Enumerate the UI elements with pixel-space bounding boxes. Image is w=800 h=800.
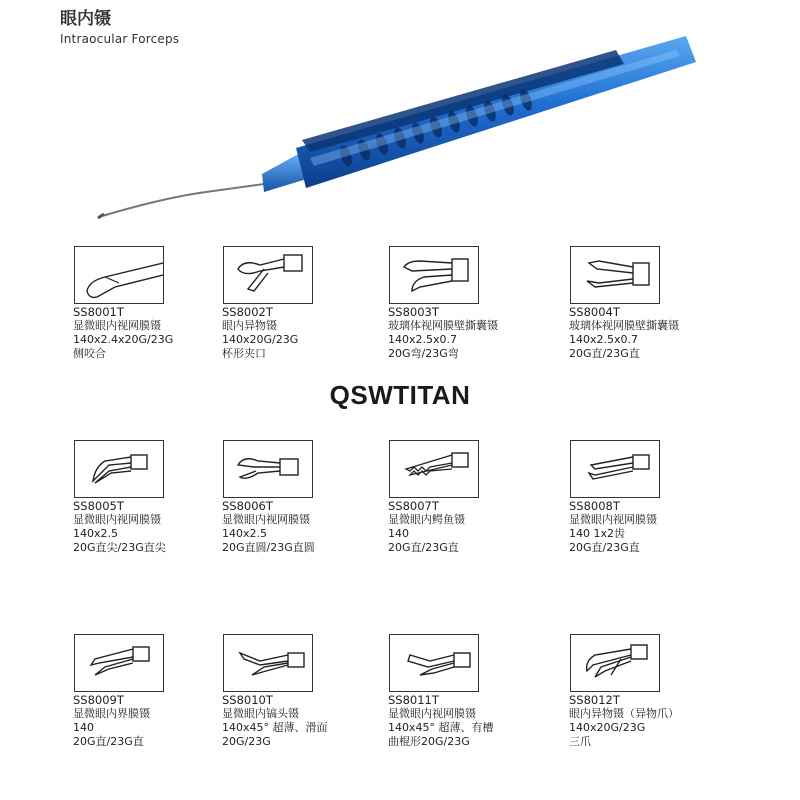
product-note: 杯形夹口 [222,347,266,360]
product-note: 三爪 [569,735,591,748]
product-name: 显微眼内视网膜镊 [222,513,310,526]
straight-capsule-tip-icon [571,247,659,303]
product-note: 20G直/23G直 [388,541,459,554]
pick-tip-icon [224,635,312,691]
toothed-tip-icon [571,441,659,497]
product-card [222,634,382,749]
product-thumbnail [223,246,313,304]
product-spec: 140x2.5x0.7 [569,333,639,346]
product-thumbnail [74,440,164,498]
product-spec: 140 1x2齿 [569,527,625,540]
product-code: SS8002T [222,305,273,319]
product-name: 玻璃体视网膜壁撕囊镊 [388,319,498,332]
product-name: 显微眼内视网膜镊 [73,513,161,526]
alligator-tip-icon [390,441,478,497]
product-thumbnail [223,440,313,498]
product-card [569,634,729,749]
product-note: 20G/23G [222,735,271,748]
product-thumbnail [74,634,164,692]
product-card [569,440,729,555]
product-card [222,246,382,361]
brand-name: QSWTITAN [329,380,471,410]
product-spec: 140x2.5x0.7 [388,333,458,346]
product-spec: 140 [73,721,94,734]
membrane-tip-icon [75,635,163,691]
product-note: 20G直/23G直 [569,347,640,360]
product-name: 玻璃体视网膜壁撕囊镊 [569,319,679,332]
product-name: 显微眼内视网膜镊 [388,707,476,720]
product-note: 20G弯/23G弯 [388,347,459,360]
product-code: SS8007T [388,499,439,513]
product-code: SS8005T [73,499,124,513]
product-thumbnail [223,634,313,692]
three-claw-tip-icon [571,635,659,691]
product-name: 眼内异物镊（异物爪） [569,707,679,720]
product-card [569,246,729,361]
product-thumbnail [570,440,660,498]
side-bite-tip-icon [75,247,163,303]
product-code: SS8012T [569,693,620,707]
product-card [73,440,233,555]
product-note: 曲棍形20G/23G [388,735,470,748]
product-thumbnail [389,634,479,692]
product-spec: 140x20G/23G [222,333,299,346]
product-note: 20G直/23G直 [73,735,144,748]
product-card [73,634,233,749]
round-tip-icon [224,441,312,497]
product-code: SS8003T [388,305,439,319]
product-name: 眼内异物镊 [222,319,277,332]
product-spec: 140x2.5 [73,527,118,540]
product-spec: 140x2.5 [222,527,267,540]
pointed-tip-icon [75,441,163,497]
product-spec: 140x45° 超薄、滑面 [222,721,328,734]
page-title-cn: 眼内镊 [60,9,111,29]
product-thumbnail [389,246,479,304]
product-name: 显微眼内鳄鱼镊 [388,513,465,526]
product-code: SS8011T [388,693,439,707]
product-note: 20G直圆/23G直圆 [222,541,315,554]
curved-capsule-tip-icon [390,247,478,303]
cup-jaw-tip-icon [224,247,312,303]
product-card [388,246,548,361]
product-thumbnail [74,246,164,304]
product-card [73,246,233,361]
product-name: 显微眼内界膜镊 [73,707,150,720]
product-spec: 140x45° 超薄、有槽 [388,721,494,734]
hockey-tip-icon [390,635,478,691]
product-code: SS8008T [569,499,620,513]
product-card [388,634,548,749]
product-note: 20G直/23G直 [569,541,640,554]
product-name: 显微眼内视网膜镊 [73,319,161,332]
forceps-photo [96,28,706,228]
product-name: 显微眼内镐头镊 [222,707,299,720]
product-spec: 140x2.4x20G/23G [73,333,174,346]
product-name: 显微眼内视网膜镊 [569,513,657,526]
product-note: 20G直尖/23G直尖 [73,541,166,554]
product-code: SS8004T [569,305,620,319]
product-code: SS8009T [73,693,124,707]
product-note: 侧咬合 [73,347,106,360]
product-spec: 140x20G/23G [569,721,646,734]
product-code: SS8001T [73,305,124,319]
product-spec: 140 [388,527,409,540]
product-card [222,440,382,555]
product-thumbnail [570,246,660,304]
product-thumbnail [570,634,660,692]
product-code: SS8010T [222,693,273,707]
product-card [388,440,548,555]
product-code: SS8006T [222,499,273,513]
product-thumbnail [389,440,479,498]
page-title-en: Intraocular Forceps [60,32,180,46]
